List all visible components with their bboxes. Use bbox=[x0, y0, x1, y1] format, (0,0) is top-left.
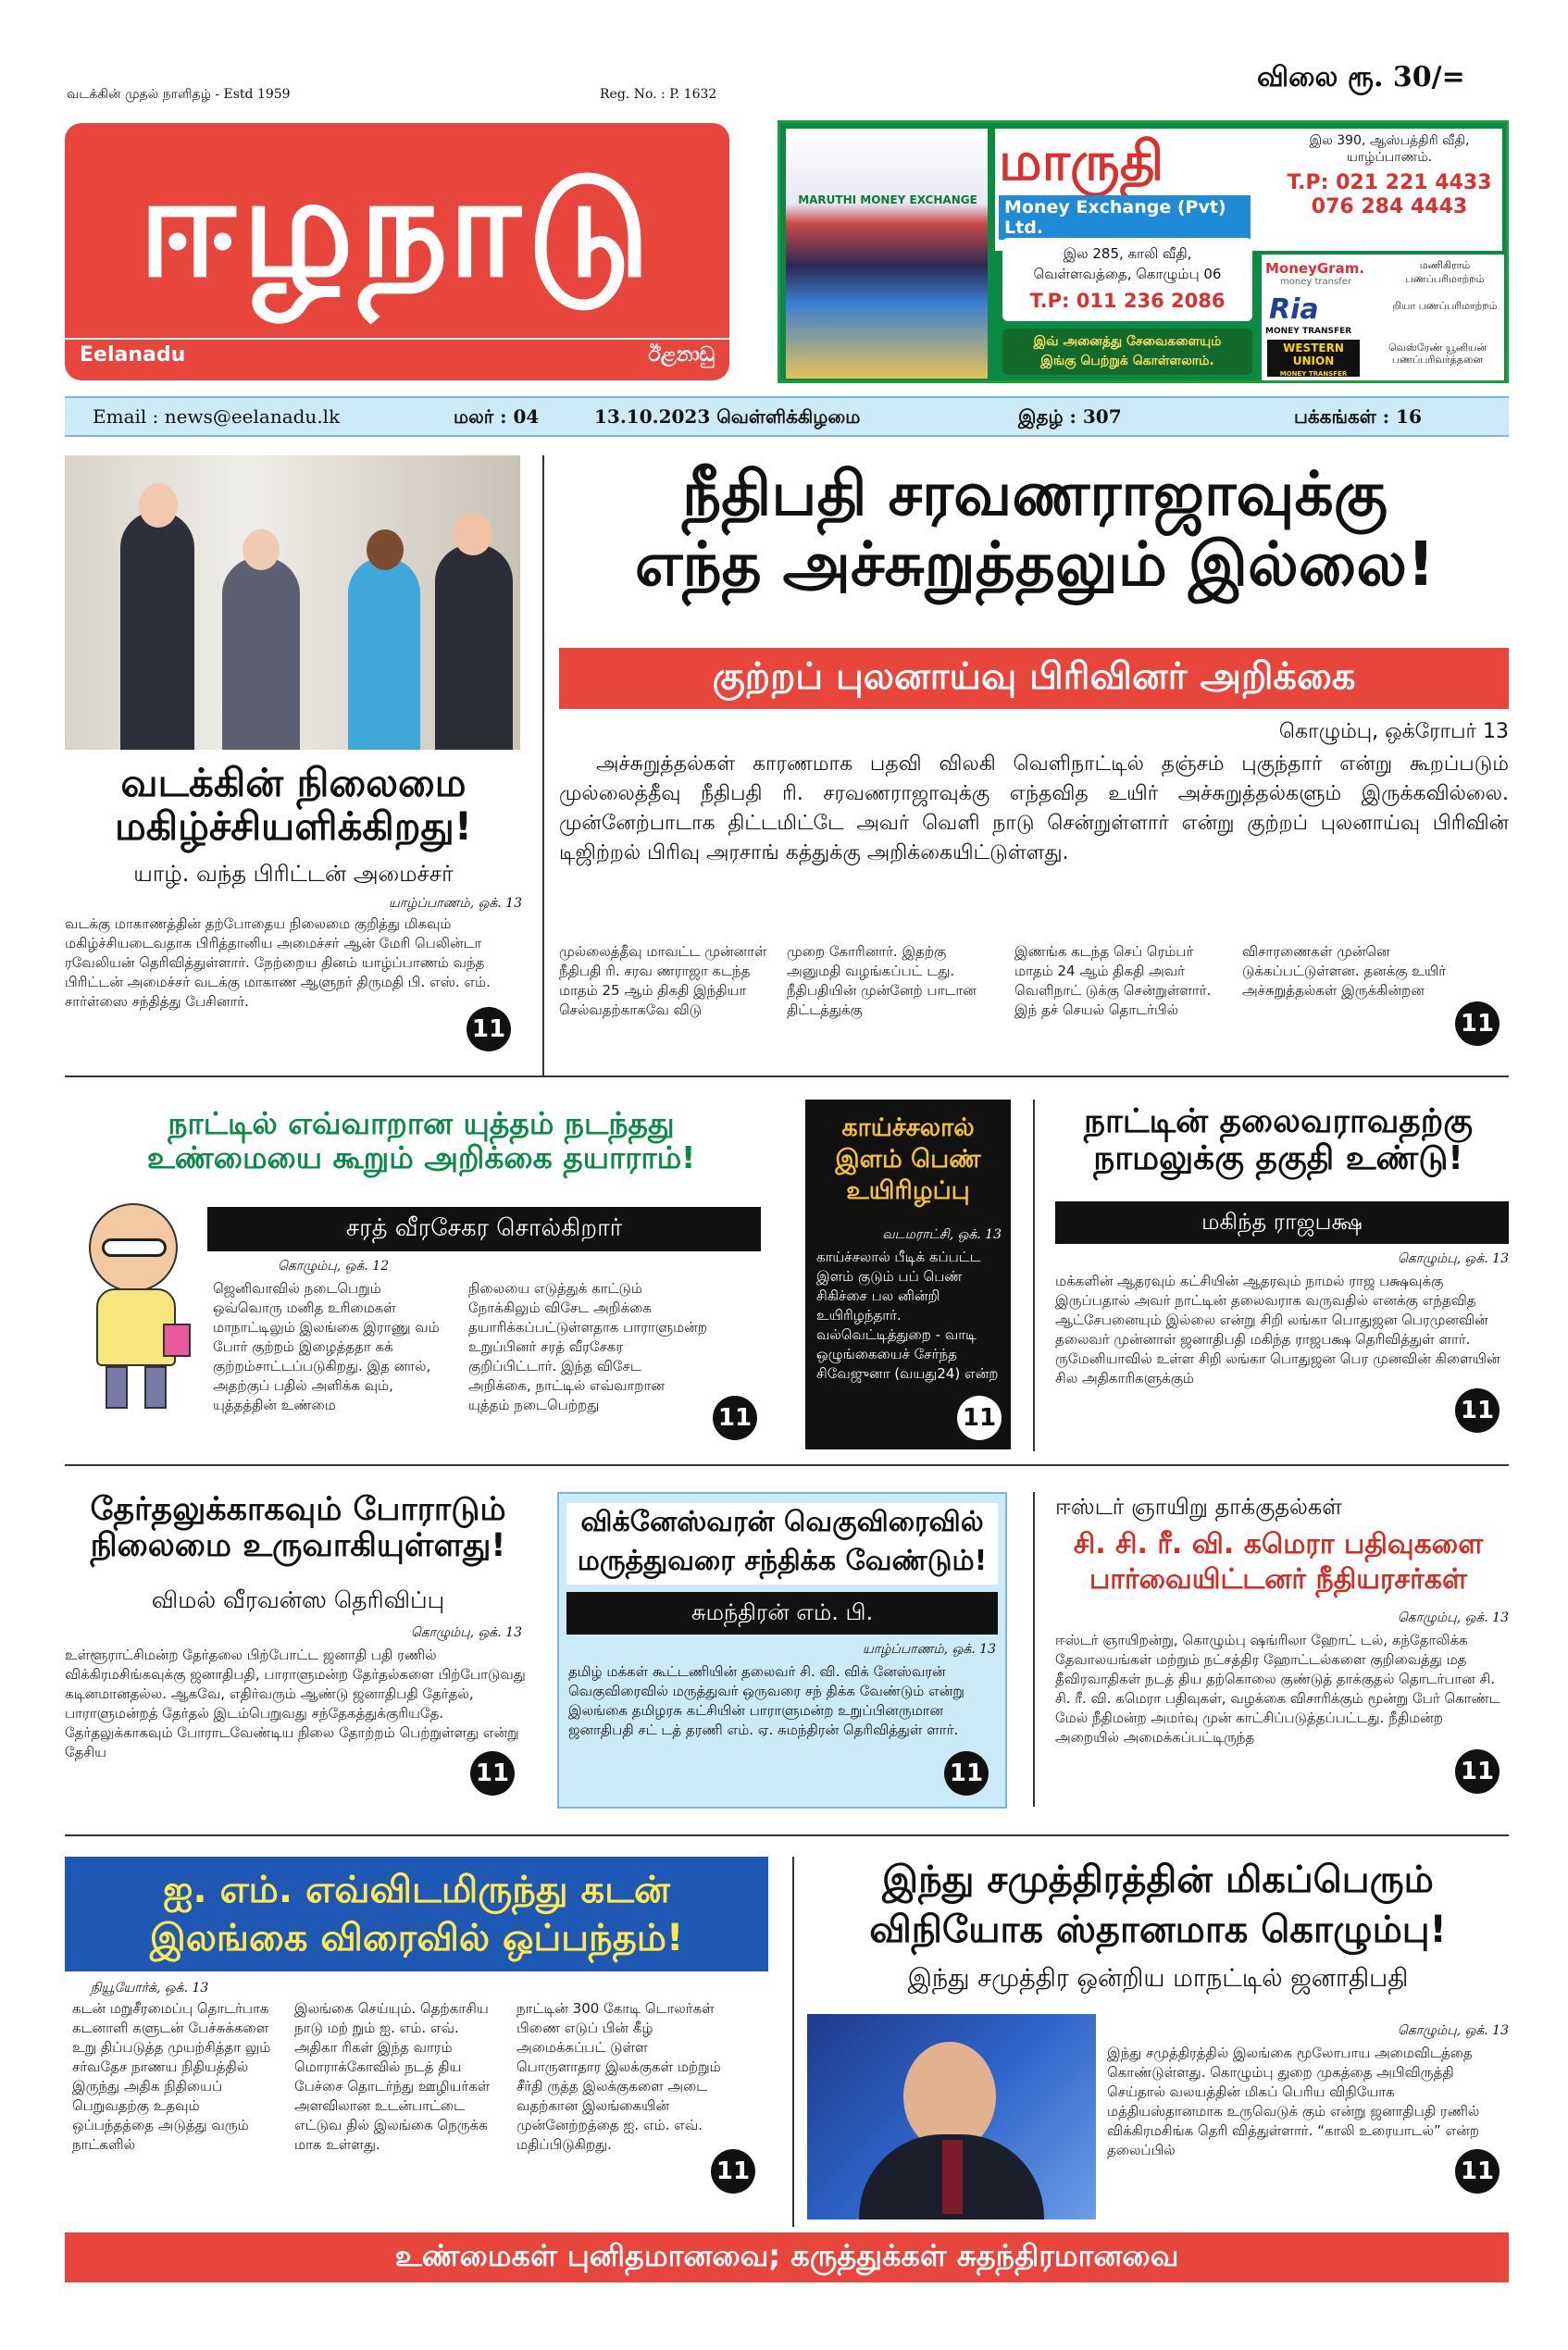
imf-headline-box bbox=[65, 1857, 768, 1971]
imf-headline-l1: ஐ. எம். எவ்விடமிருந்து கடன் bbox=[163, 1869, 670, 1911]
advert-company: Money Exchange (Pvt) Ltd. bbox=[999, 195, 1251, 240]
war-col-1: ஜெனிவாவில் நடைபெறும் ஒவ்வொரு மனித உரிமைகள் மாநாட்டிலும் இலங்கை இராணு வம் போர் குற்றம் இழைத்ததா கக் குற்றம்சாட்டப்படுகிறது. இத னால், அதற்குப் பதில் அளிக்க வும், யுத்தத்தின் உண்மை bbox=[213, 1280, 440, 1413]
election-dateline: கொழும்பு, ஒக். 13 bbox=[410, 1625, 522, 1640]
election-subhead: விமல் வீரவன்ஸ தெரிவிப்பு bbox=[151, 1586, 445, 1613]
north-headline-l1: வடக்கின் நிலைமை bbox=[120, 760, 467, 805]
war-banner: சரத் வீரசேகர சொல்கிறார் bbox=[207, 1207, 761, 1251]
election-page-ref[interactable]: 11 bbox=[470, 1751, 515, 1796]
ria-logo: Ria bbox=[1269, 293, 1319, 326]
ocean-headline-l2: விநியோக ஸ்தானமாக கொழும்பு! bbox=[869, 1909, 1447, 1951]
lead-headline-l1: நீதிபதி சரவணராஜாவுக்கு bbox=[681, 458, 1388, 529]
wigneswaran-headline bbox=[566, 1503, 998, 1585]
imf-col-1: கடன் மறுசீரமைப்பு தொடர்பாக கடனாளி களுடன் பேச்சுக்களை உறு திப்படுத்த முயற்சித்தா லும் சர்வதேச நாணய நிதியத்தில் இருந்து அதிக நிதியைப் பெறுவதற்கு உதவும் ஒப்பந்தத்தை அடுத்து வரும் நாட்களில் bbox=[72, 2000, 271, 2153]
advert-address-1: இல 390, ஆஸ்பத்திரி வீதி, யாழ்ப்பாணம். bbox=[1309, 133, 1470, 165]
lead-col-2: முறை கோரினார். இதற்கு அனுமதி வழங்கப்பட் டது. நீதிபதியின் முன்னேற் பாடான திட்டத்துக்கு bbox=[787, 943, 977, 1018]
leader-headline bbox=[1048, 1103, 1509, 1178]
fever-headline-l1: காய்ச்சலால் bbox=[841, 1113, 975, 1142]
wigneswaran-body: தமிழ் மக்கள் கூட்டணியின் தலைவர் சி. வி. விக் னேஸ்வரன் வெகுவிரைவில் மருத்துவர் ஒருவரை சந் திக்க வேண்டும் என்று இலங்கை தமிழரசு கட்சியின் பாராளுமன்ற உறுப்பினருமான ஜனாதிபதி சட் டத் தரணி எம். ஏ. சுமந்திரன் தெரிவித்துள் ளார். bbox=[568, 1663, 964, 1738]
moneygram-sub: money transfer bbox=[1280, 277, 1351, 287]
price: விலை ரூ. 30/= bbox=[1257, 61, 1465, 93]
easter-kicker: ஈஸ்டர் ஞாயிறு தாக்குதல்கள் bbox=[1055, 1494, 1342, 1520]
wigneswaran-headline-l1: விக்னேஸ்வரன் வெகுவிரைவில் bbox=[580, 1506, 984, 1538]
lead-page-ref[interactable]: 11 bbox=[1455, 1001, 1500, 1046]
issue-number: இதழ் : 307 bbox=[1018, 405, 1122, 428]
leader-banner: மகிந்த ராஜபக்ஷ bbox=[1055, 1201, 1509, 1244]
easter-dateline: கொழும்பு, ஒக். 13 bbox=[1397, 1610, 1509, 1625]
sarath-cartoon bbox=[70, 1203, 202, 1409]
wu-line2: UNION bbox=[1292, 354, 1335, 367]
logo-text: ஈழநாடு bbox=[138, 147, 656, 308]
president-photo bbox=[807, 2014, 1096, 2219]
registration-number: Reg. No. : P. 1632 bbox=[600, 87, 717, 102]
ocean-page-ref[interactable]: 11 bbox=[1455, 2149, 1500, 2194]
lead-intro: அச்சுறுத்தல்கள் காரணமாக பதவி விலகி வெளிநாட்டில் தஞ்சம் புகுந்தார் என்று கூறப்படும் முல்லைத்தீவு நீதிபதி ரி. சரவணராஜாவுக்கு எந்தவித உயிர் அச்சுறுத்தல்களும் இருக்கவில்லை. முன்னேற்பாடாக திட்டமிட்டே அவர் வெளி நாடு சென்றுள்ளார் என்று குற்றப் புலனாய்வு பிரிவின் டிஜிற்றல் பிரிவு அரசாங் கத்துக்கு அறிக்கையிட்டுள்ளது. bbox=[559, 752, 1509, 864]
ria-sub: MONEY TRANSFER bbox=[1265, 327, 1352, 336]
logo-sub-en: Eelanadu bbox=[70, 342, 194, 368]
advert-brand-en: MARUTHI MONEY EXCHANGE bbox=[798, 193, 977, 206]
lead-col-1: முல்லைத்தீவு மாவட்ட முன்னாள் நீதிபதி ரி. சரவ ணராஜா கடந்த மாதம் 25 ஆம் திகதி இந்தியா செல்வதற்காகவே விடு bbox=[559, 943, 767, 1018]
easter-headline-l2: பார்வையிட்டனர் நீதியரசர்கள் bbox=[1089, 1563, 1468, 1596]
issue-date: 13.10.2023 வெள்ளிக்கிழமை bbox=[594, 405, 861, 428]
election-headline-l1: தேர்தலுக்காகவும் போராடும் bbox=[90, 1491, 506, 1528]
advert-address-2-l1: இல 285, காலி வீதி, bbox=[1063, 245, 1192, 262]
issue-volume: மலர் : 04 bbox=[454, 405, 540, 428]
north-headline bbox=[65, 761, 522, 848]
masthead-tagline: வடக்கின் முதல் நாளிதழ் - Estd 1959 bbox=[67, 87, 291, 102]
fever-headline-l2: இளம் பெண் bbox=[835, 1145, 981, 1174]
delegation-photo bbox=[65, 455, 520, 750]
leader-body: மக்களின் ஆதரவும் கட்சியின் ஆதரவும் நாமல் ராஜ பக்ஷவுக்கு இருப்பதால் அவர் நாட்டின் தலைவராக வருவதில் எனக்கு எந்தவித ஆட்சேபனையும் இல்லை என்று சிறி லங்கா பொதுஜன பெரமுனவின் தலைவர் முன்னாள் ஜனாதிபதி மகிந்த ராஜபக்ஷ தெரிவித்துள் ளார். ருமேனியாவில் உள்ள சிறி லங்கா பொதுஜன பெர முனவின் கிளையின் சில அதிகாரிகளுக்கும் bbox=[1055, 1273, 1500, 1386]
lead-banner: குற்றப் புலனாய்வு பிரிவினர் அறிக்கை bbox=[559, 648, 1509, 709]
election-headline bbox=[65, 1492, 531, 1564]
imf-col-2: இலங்கை செய்யும். தெற்காசிய நாடு மற் றும் ஐ. எம். எவ். அதிகா ரிகள் இந்த வாரம் மொராக்கோவில் நடத் திய பேச்சை தொடர்ந்து ஊழியர்கள் அளவிலான உடன்பாட்டை எட்டுவ தில் இலங்கை நெருக்க மாக உள்ளது. bbox=[294, 2000, 491, 2153]
lead-columns bbox=[559, 942, 1509, 1020]
ocean-body: இந்து சமுத்திரத்தில் இலங்கை மூலோபாய அமைவிடத்தை கொண்டுள்ளது. கொழும்பு துறை முகத்தை அபிவிருத்தி செய்தால் வலயத்தின் மிகப் பெரிய விநியோக மத்தியஸ்தானமாக உருவெடுக் கும் என்று ஜனாதிபதி ரணில் விக்கிரமசிங்க தெரி வித்துள்ளார். “காலி உரையாடல்” என்ற தலைப்பில் bbox=[1107, 2045, 1480, 2158]
war-headline-l1: நாட்டில் எவ்வாறான யுத்தம் நடந்தது bbox=[168, 1105, 675, 1141]
maruthi-advert bbox=[778, 120, 1509, 383]
leader-dateline: கொழும்பு, ஒக். 13 bbox=[1397, 1251, 1509, 1266]
north-body: வடக்கு மாகாணத்தின் தற்போதைய நிலைமை குறித்து மிகவும் மகிழ்ச்சியடைவதாக பிரித்தானிய அமைச்சர் ஆன் மேரி பெலின்டா ரவேலியன் தெரிவித்துள்ளார். நேற்றைய தினம் யாழ்ப்பாணம் வந்த பிரிட்டன் அமைச்சர் வடக்கு மாகாண ஆளுநர் திருமதி பி. எஸ். எம். சார்ள்ஸை சந்தித்து பேசினார். bbox=[65, 915, 491, 1010]
easter-page-ref[interactable]: 11 bbox=[1455, 1749, 1500, 1794]
lead-headline-l2: எந்த அச்சுறுத்தலும் இல்லை! bbox=[634, 528, 1436, 600]
lead-col-4: விசாரணைகள் முன்னெ டுக்கப்பட்டுள்ளன. தனக்கு உயிர் அச்சுறுத்தல்கள் இருக்கின்றன bbox=[1242, 943, 1447, 999]
easter-headline-l1: சி. சி. ரீ. வி. கமெரா பதிவுகளை bbox=[1073, 1528, 1484, 1560]
imf-col-3: நாட்டின் 300 கோடி டொலர்கள் பிணை எடுப் பின் கீழ் அமைக்கப்பட் டுள்ள பொருளாதார இலக்குகள் மற்றும் சீர்தி ருத்த இலக்குகளை அடை வதற்கான இலங்கையின் முன்னேற்றத்தை ஐ. எம். எவ். மதிப்பிடுகிறது. bbox=[516, 2000, 721, 2153]
footer-motto: உண்மைகள் புனிதமானவை; கருத்துக்கள் சுதந்திரமானவை bbox=[65, 2232, 1509, 2282]
email[interactable]: Email : news@eelanadu.lk bbox=[93, 405, 341, 428]
wu-line1: WESTERN bbox=[1283, 342, 1344, 354]
war-dateline: கொழும்பு, ஒக். 12 bbox=[278, 1259, 390, 1274]
wu-ta: வெஸ்ரேண் யூனியன் பணப்பரிவர்த்தனை bbox=[1388, 342, 1487, 366]
moneygram-ta: மணிகிராம் பணப்பரிமாற்றம் bbox=[1405, 259, 1485, 285]
ocean-headline-l1: இந்து சமுத்திரத்தின் மிகப்பெரும் bbox=[882, 1859, 1434, 1901]
war-col-2: நிலையை எடுத்துக் காட்டும் நோக்கிலும் விசேட அறிக்கை தயாரிக்கப்பட்டுள்ளதாக பாராளுமன்ற உறுப்பினர் சரத் வீரசேகர குறிப்பிட்டார். இந்த விசேட அறிக்கை, நாட்டில் எவ்வாறான யுத்தம் நடைபெற்றது bbox=[468, 1280, 707, 1413]
imf-headline bbox=[65, 1866, 768, 1962]
war-page-ref[interactable]: 11 bbox=[713, 1396, 757, 1440]
advert-tel-1: T.P: 021 221 4433 bbox=[1287, 171, 1492, 194]
advert-service-l2: இங்கு பெற்றுக் கொள்ளலாம். bbox=[1040, 354, 1214, 368]
logo bbox=[65, 123, 729, 380]
imf-dateline: நியூயோர்க், ஒக். 13 bbox=[91, 1981, 209, 1996]
advert-address-2-l2: வெள்ளவத்தை, கொழும்பு 06 bbox=[1033, 266, 1222, 282]
wigneswaran-box bbox=[557, 1492, 1007, 1809]
wigneswaran-headline-l2: மருத்துவரை சந்திக்க வேண்டும்! bbox=[577, 1545, 988, 1577]
wigneswaran-dateline: யாழ்ப்பாணம், ஒக். 13 bbox=[862, 1642, 996, 1657]
advert-tel-3: T.P: 011 236 2086 bbox=[1029, 290, 1226, 312]
ocean-headline bbox=[807, 1855, 1509, 1955]
leader-page-ref[interactable]: 11 bbox=[1455, 1388, 1500, 1433]
ocean-subhead: இந்து சமுத்திர ஒன்றிய மாநட்டில் ஜனாதிபதி bbox=[907, 1964, 1409, 1993]
north-subhead: யாழ். வந்த பிரிட்டன் அமைச்சர் bbox=[133, 861, 454, 887]
lead-dateline: கொழும்பு, ஒக்ரோபர் 13 bbox=[1278, 720, 1509, 743]
easter-body: ஈஸ்டர் ஞாயிறன்று, கொழும்பு ஷங்ரிலா ஹோட் டல், கந்தோலிக்க தேவாலயங்கள் மற்றும் நட்சத்திர ஹோட்டல்களை குறிவைத்து மத தீவிரவாதிகள் நடத் திய தற்கொலை குண்டுத் தாக்குதல் தொடர்பான சி. சி. ரீ. வி. கமெரா பதிவுகள், வழக்கை விசாரிக்கும் மூன்று பேர் கொண்ட மேல் நீதிமன்ற அமர்வு முன் காட்சிப்படுத்தப்பட்டது. நீதிமன்ற அறையில் அமைக்கப்பட்டிருந்த bbox=[1055, 1632, 1500, 1746]
wu-sub: MONEY TRANSFER bbox=[1279, 370, 1348, 378]
north-headline-l2: மகிழ்ச்சியளிக்கிறது! bbox=[114, 803, 473, 850]
north-dateline: யாழ்ப்பாணம், ஒக். 13 bbox=[388, 896, 522, 911]
fever-box bbox=[805, 1100, 1011, 1449]
lead-col-3: இணங்க கடந்த செப் ரெம்பர் மாதம் 24 ஆம் திகதி அவர் வெளிநாட் டுக்கு சென்றுள்ளார். இந் தச் செயல் தொடர்பில் bbox=[1014, 943, 1212, 1018]
war-headline-l2: உண்மையை கூறும் அறிக்கை தயாராம்! bbox=[146, 1138, 696, 1175]
moneygram-logo: MoneyGram. bbox=[1265, 260, 1365, 277]
logo-sub-si: ඊළනාඩු bbox=[639, 342, 724, 368]
fever-headline bbox=[805, 1113, 1011, 1207]
leader-headline-l1: நாட்டின் தலைவராவதற்கு bbox=[1083, 1102, 1474, 1140]
north-page-ref[interactable]: 11 bbox=[467, 1007, 511, 1051]
page-count: பக்கங்கள் : 16 bbox=[1294, 405, 1422, 428]
imf-columns bbox=[72, 1999, 768, 2155]
election-headline-l2: நிலைமை உருவாகியுள்ளது! bbox=[90, 1527, 506, 1565]
fever-headline-l3: உயிரிழப்பு bbox=[846, 1176, 970, 1205]
ocean-dateline: கொழும்பு, ஒக். 13 bbox=[1397, 2023, 1509, 2038]
ria-ta: றியா பணப்பரிமாற்றம் bbox=[1392, 300, 1498, 312]
lead-headline bbox=[559, 459, 1511, 600]
leader-headline-l2: நாமலுக்கு தகுதி உண்டு! bbox=[1093, 1139, 1463, 1178]
advert-brand-ta: மாருதி bbox=[999, 130, 1164, 193]
advert-tel-2: 076 284 4443 bbox=[1311, 195, 1468, 218]
fever-page-ref[interactable]: 11 bbox=[957, 1396, 1002, 1440]
wigneswaran-banner: சுமந்திரன் எம். பி. bbox=[566, 1592, 998, 1635]
fever-dateline: வடமராட்சி, ஒக். 13 bbox=[882, 1227, 1002, 1242]
war-columns bbox=[213, 1279, 763, 1415]
war-headline bbox=[65, 1107, 778, 1175]
wigneswaran-page-ref[interactable]: 11 bbox=[944, 1751, 989, 1796]
election-body: உள்ளூராட்சிமன்ற தேர்தலை பிற்போட்ட ஜனாதி பதி ரணில் விக்கிரமசிங்கவுக்கு ஜனாதிபதி, பாராளுமன்ற தேர்தல்களை பிற்போடுவது கடினமானதல்ல. ஆகவே, எதிர்வரும் ஆண்டு ஜனாதிபதி தேர்தல், பாராளுமன்றத் தேர்தல் இடம்பெறுவது சந்தேகத்துக்குரியதே. தேர்தலுக்காகவும் போராடவேண்டிய நிலை தோற்றம் பெற்றுள்ளது என்று தேசிய bbox=[65, 1647, 526, 1760]
info-bar bbox=[65, 396, 1509, 437]
easter-headline bbox=[1048, 1527, 1509, 1598]
imf-headline-l2: இலங்கை விரைவில் ஒப்பந்தம்! bbox=[149, 1917, 684, 1959]
fever-body: காய்ச்சலால் பீடிக் கப்பட்ட இளம் குடும் பப் பெண் சிகிச்சை பல னின்றி உயிரிழந்தார். வல்வெட்டித்துறை - வாடி ஒழுங்கையைச் சேர்ந்த சிவேஜுனா (வயது24) என்ற bbox=[816, 1249, 999, 1382]
advert-photo bbox=[786, 129, 988, 379]
imf-page-ref[interactable]: 11 bbox=[711, 2149, 755, 2194]
advert-service-l1: இவ் அனைத்து சேவைகளையும் bbox=[1033, 334, 1222, 349]
western-union-logo bbox=[1267, 340, 1360, 377]
